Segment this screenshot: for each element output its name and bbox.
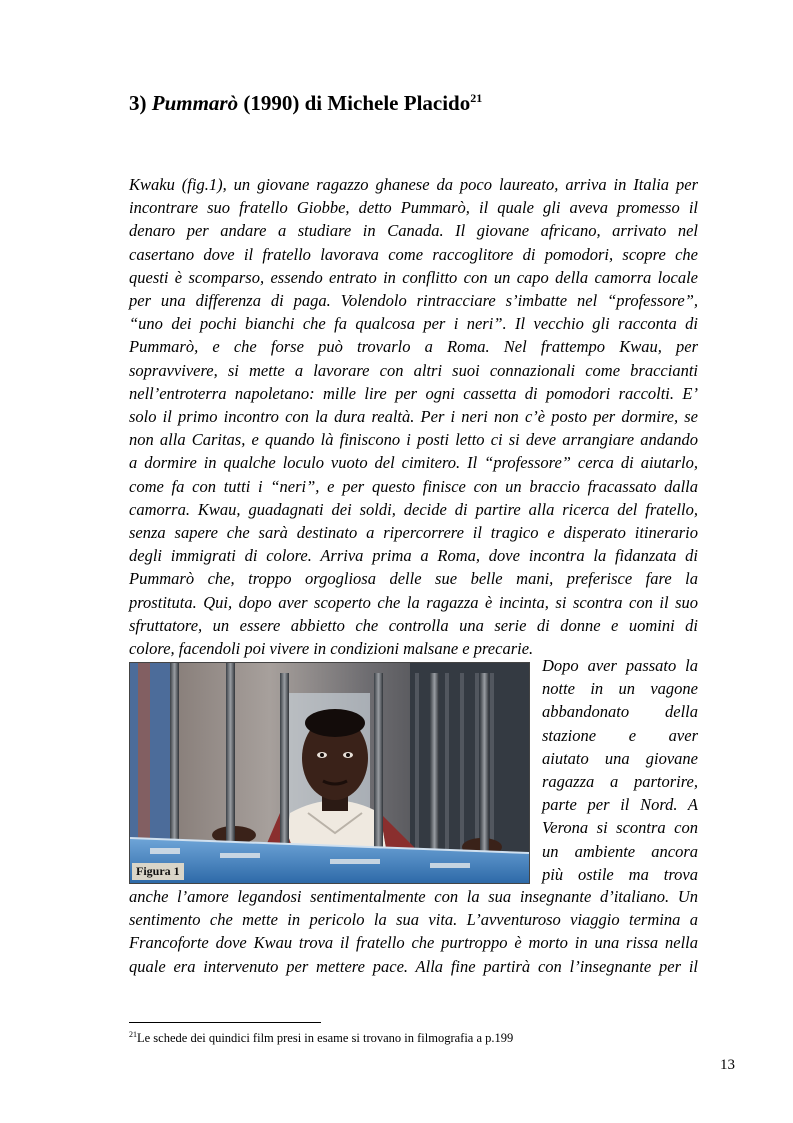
text-line: quale era intervenuto per mettere pace. Alla fine partirà con l’insegnante per il [129,956,698,976]
heading-film-title: Pummarò [151,91,239,115]
text-line: Pummarò, e che forse può trovarlo a Roma. Nel frattempo Kwau, per [129,337,698,357]
text-line: incontrare suo fratello Giobbe, detto Pummarò, il quale gli aveva promesso il [129,198,698,218]
text-line: Francoforte dove Kwau trova il fratello che purtroppo è morto in una rissa nella [129,933,698,953]
text-line: questi è scomparso, essendo entrato in conflitto con un capo della camorra locale [129,267,698,287]
text-line: prostituta. Qui, dopo aver scoperto che la ragazza è incinta, si scontra con il suo [129,592,698,612]
text-line: nell’entroterra napoletano: mille lire per ogni cassetta di pomodori raccolti. E’ [129,383,698,403]
paragraph-continuation [129,885,698,978]
film-still-figure [129,662,530,884]
text-line: “uno dei pochi bianchi che fa qualcosa per i neri”. Il vecchio gli racconta di [129,314,698,334]
text-line: a dormire in qualche loculo vuoto del cimitero. Il “professore” cerca di aiutarlo, [129,453,698,473]
footnote-separator [129,1022,321,1023]
text-line: non alla Caritas, e quando là finiscono i posti letto ci si deve arrangiare andando [129,430,698,450]
text-line: casertano dove il fratello lavorava come raccoglitore di pomodori, scopre che [129,244,698,264]
section-heading [129,91,482,116]
text-line: senza sapere che sarà destinato a ripercorrere il tragico e disperato itinerario [129,523,698,543]
film-still-image [130,663,529,883]
text-line: aiutato una giovane [542,748,698,768]
page-number: 13 [720,1057,735,1073]
text-line: Verona si scontra con [542,818,698,838]
paragraph-synopsis [129,173,698,660]
text-line: sopravvivere, si mette a lavorare con altri suoi connazionali come braccianti [129,360,698,380]
text-line: come fa con tutti i “neri”, e per questo finisce con un braccio fracassato dalla [129,476,698,496]
text-line: solo il primo incontro con la dura realtà. Per i neri non c’è posto per dormire, se [129,407,698,427]
text-line: Pummarò che, troppo orgogliosa delle sue belle mani, preferisce fare la [129,569,698,589]
text-line: colore, facendoli poi vivere in condizioni malsane e precarie. [129,639,534,659]
footnote [129,1030,513,1046]
text-line: ragazza a partorire, [542,771,698,791]
heading-title-rest: (1990) di Michele Placido [243,91,471,115]
text-line: denaro per andare a studiare in Canada. Il giovane africano, arrivato nel [129,221,698,241]
text-line: Dopo aver passato la [542,656,698,675]
text-line: stazione e aver [542,725,698,745]
text-line: più ostile ma trova [542,864,698,884]
figure-caption-label: Figura 1 [132,863,184,880]
footnote-text: Le schede dei quindici film presi in esame si trovano in filmografia a p.199 [137,1031,514,1046]
text-line: camorra. Kwau, guadagnati dei soldi, decide di partire alla ricerca del fratello, [129,499,698,519]
text-line: sentimento che mette in pericolo la sua vita. L’avventuroso viaggio termina a [129,910,698,930]
heading-number: 3) [129,91,147,115]
text-line: Kwaku (fig.1), un giovane ragazzo ghanese da poco laureato, arriva in Italia per [129,175,698,194]
text-line: per una differenza di paga. Volendolo rintracciare s’imbatte nel “professore”, [129,291,698,311]
text-line: notte in un vagone [542,679,698,699]
text-line: anche l’amore legandosi sentimentalmente con la sua insegnante d’italiano. Un [129,887,698,906]
text-line: un ambiente ancora [542,841,698,861]
text-line: parte per il Nord. A [542,795,698,815]
paragraph-side-wrap [542,654,698,886]
text-line: sfruttatore, un essere abbietto che controlla una serie di donne e uomini di [129,615,698,635]
text-line: abbandonato della [542,702,698,722]
footnote-number: 21 [129,1030,137,1039]
heading-footnote-ref[interactable]: 21 [470,91,483,105]
text-line: degli immigrati di colore. Arriva prima a Roma, dove incontra la fidanzata di [129,546,698,566]
